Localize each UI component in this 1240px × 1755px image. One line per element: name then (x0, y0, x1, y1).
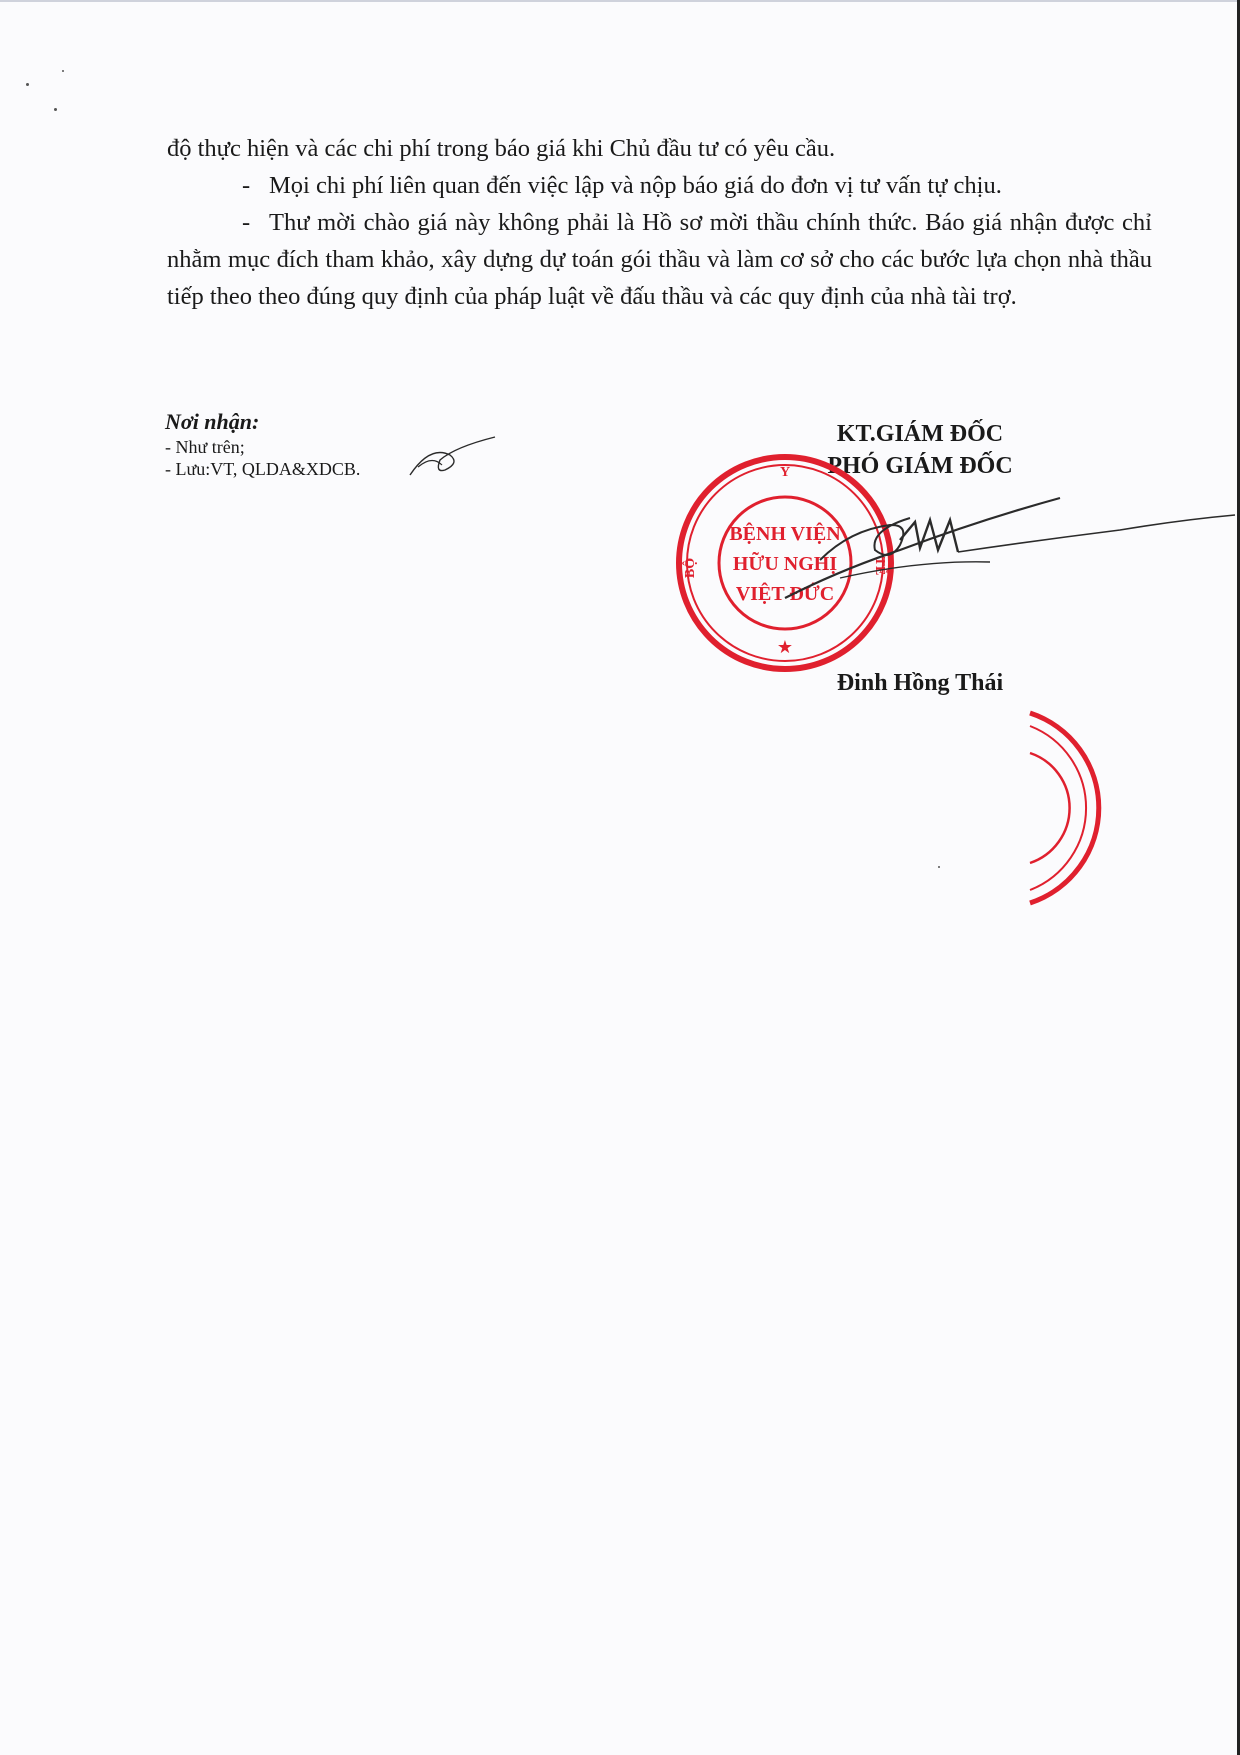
paragraph-continuation: độ thực hiện và các chi phí trong báo giá khi Chủ đầu tư có yêu cầu. (167, 135, 836, 162)
seal-ring-right: TẾ (872, 556, 887, 576)
handwritten-signature (780, 490, 1240, 610)
bullet-paragraph (167, 167, 1152, 204)
recipients-title: Nơi nhận: (165, 409, 260, 434)
signer-authority: KT.GIÁM ĐỐC (836, 421, 1004, 447)
scan-speck (62, 70, 64, 72)
body-text (167, 130, 1152, 315)
recipients-block (165, 408, 360, 480)
seal-star-icon: ★ (776, 637, 794, 658)
seal-line-3: VIỆT ĐỨC (735, 583, 835, 605)
seal-line-1: BỆNH VIỆN (729, 523, 841, 545)
seal-line-2: HỮU NGHỊ (732, 553, 838, 575)
bullet-text: Mọi chi phí liên quan đến việc lập và nộp báo giá do đơn vị tư vấn tự chịu. (269, 172, 1002, 199)
initial-signature-mark (400, 435, 500, 490)
scan-edge-top (0, 0, 1240, 2)
seal-ring-left: BỘ (683, 557, 698, 579)
scan-speck (54, 108, 57, 111)
partial-overlap-seal (1010, 708, 1160, 908)
bullet-dash: - (242, 209, 251, 236)
recipient-item: - Lưu:VT, QLDA&XDCB. (165, 459, 361, 479)
scan-speck (938, 866, 940, 868)
bullet-text: Thư mời chào giá này không phải là Hồ sơ mời thầu chính thức. Báo giá nhận được chỉ nhằm mục đích tham khảo, xây dựng dự toán gói thầu và làm cơ sở cho các bước lựa chọn nhà thầu tiếp theo theo đúng quy định của pháp luật về đấu thầu và các quy định của nhà tài trợ. (167, 209, 1152, 310)
bullet-paragraph (167, 204, 1152, 315)
scan-speck (26, 83, 29, 86)
signer-position: PHÓ GIÁM ĐỐC (827, 453, 1013, 479)
recipient-item: - Như trên; (165, 437, 245, 457)
bullet-dash: - (242, 172, 251, 199)
signer-name: Đinh Hồng Thái (836, 670, 1004, 696)
seal-ring-top: Y (779, 465, 791, 480)
